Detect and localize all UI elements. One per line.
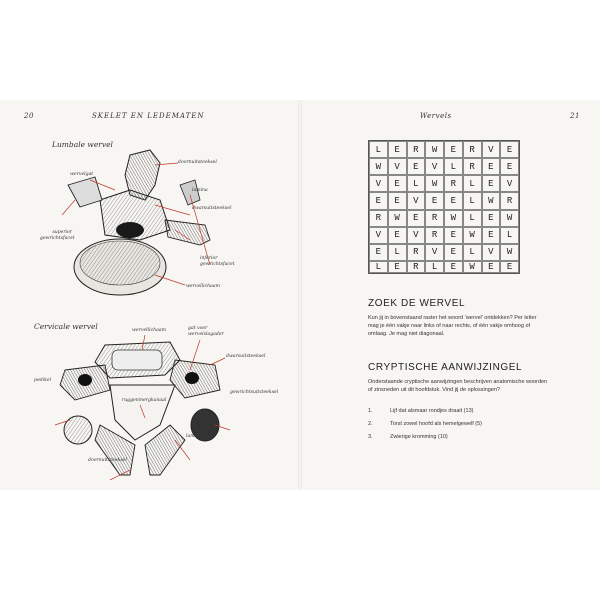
grid-cell: V — [482, 244, 501, 261]
grid-cell: W — [369, 158, 388, 175]
grid-cell: L — [388, 244, 407, 261]
grid-cell: E — [369, 192, 388, 209]
figure-title-cervical: Cervicale wervel — [34, 322, 98, 331]
grid-cell: L — [463, 175, 482, 192]
grid-cell: L — [463, 192, 482, 209]
grid-cell: V — [425, 244, 444, 261]
clue-text: Lijf dat alsmaar rondjes draait (13) — [390, 408, 474, 414]
grid-cell: R — [444, 175, 463, 192]
grid-cell: E — [482, 261, 501, 273]
cervical-vertebra-illustration — [50, 330, 240, 480]
grid-cell: W — [425, 175, 444, 192]
grid-cell: E — [369, 244, 388, 261]
grid-cell: E — [425, 192, 444, 209]
grid-cell: W — [388, 210, 407, 227]
grid-cell: R — [407, 244, 426, 261]
grid-cell: E — [388, 141, 407, 158]
book-gutter — [298, 100, 302, 490]
grid-cell: E — [482, 210, 501, 227]
grid-cell: R — [463, 141, 482, 158]
clue-item — [368, 434, 448, 440]
left-page-number: 20 — [24, 112, 34, 120]
book-spread — [0, 100, 600, 490]
grid-cell: R — [425, 227, 444, 244]
letter-grid — [368, 140, 520, 274]
label-doornuitsteeksel-cervical: doornuitsteeksel — [88, 458, 127, 463]
left-running-title: SKELET EN LEDEMATEN — [92, 112, 205, 120]
label-wervellichaam-lumbar: wervellichaam — [186, 284, 220, 289]
grid-cell: E — [407, 158, 426, 175]
grid-cell: W — [500, 210, 519, 227]
label-inferior-gewrichtsfacet: inferior gewrichtsfacet — [200, 256, 235, 267]
grid-cell: E — [500, 158, 519, 175]
clue-text: Torst zowel hoofd als hemelgewelf (5) — [390, 421, 483, 427]
grid-cell: V — [425, 158, 444, 175]
grid-cell: V — [482, 141, 501, 158]
lumbar-vertebra-illustration — [60, 145, 220, 305]
label-ruggenmergkanaal: ruggenmergkanaal — [122, 398, 167, 403]
text-zoek-de-wervel: Kun jij in bovenstaand raster het woord ‘wervel’ ontdekken? Per letter mag je één vakje naar links of naar rechts, of één vakje omhoog of omlaag. Je mag niet diagonaal. — [368, 315, 537, 337]
grid-cell: E — [482, 158, 501, 175]
grid-cell: L — [369, 261, 388, 273]
label-gat-voor-wervelslagader: gat voor wervelslagader — [188, 326, 224, 337]
grid-cell: V — [388, 158, 407, 175]
grid-cell: E — [388, 227, 407, 244]
grid-cell: V — [407, 227, 426, 244]
grid-cell: L — [425, 261, 444, 273]
grid-cell: R — [407, 141, 426, 158]
grid-cell: R — [463, 158, 482, 175]
figure-title-lumbar: Lumbale wervel — [52, 140, 113, 149]
grid-cell: E — [388, 175, 407, 192]
grid-cell: W — [463, 227, 482, 244]
clue-item — [368, 421, 482, 427]
grid-cell: E — [388, 192, 407, 209]
text-cryptische-aanwijzingel: Onderstaande cryptische aanwijzingen beschrijven anatomische woorden of zinsneden uit dit hoofdstuk. Vind jij de oplossingen? — [368, 379, 548, 393]
grid-cell: L — [369, 141, 388, 158]
grid-cell: R — [369, 210, 388, 227]
grid-cell: E — [444, 192, 463, 209]
clue-item — [368, 408, 473, 414]
label-wervelgat: wervelgat — [70, 172, 94, 177]
label-lamina-cervical: lamina — [186, 434, 202, 439]
grid-cell: E — [407, 210, 426, 227]
label-pedikel: pedikel — [34, 378, 52, 383]
grid-cell: L — [500, 227, 519, 244]
grid-cell: E — [482, 175, 501, 192]
grid-cell: V — [500, 175, 519, 192]
label-superior-gewrichtsfacet: superior gewrichtsfacet — [40, 230, 75, 241]
label-dwarsuitsteeksel-lumbar: dwarsuitsteeksel — [192, 206, 232, 211]
label-dwarsuitsteeksel-cervical: dwarsuitsteeksel — [226, 354, 266, 359]
grid-cell: E — [500, 261, 519, 273]
grid-cell: E — [444, 141, 463, 158]
label-lamina-lumbar: lamina — [192, 188, 208, 193]
clue-number: 3. — [368, 434, 373, 440]
grid-cell: V — [407, 192, 426, 209]
grid-cell: E — [444, 261, 463, 273]
grid-cell: W — [500, 244, 519, 261]
grid-cell: W — [463, 261, 482, 273]
grid-cell: R — [425, 210, 444, 227]
heading-cryptische-aanwijzingel: CRYPTISCHE AANWIJZINGEL — [368, 362, 523, 373]
right-page-number: 21 — [570, 112, 580, 120]
grid-cell: L — [407, 175, 426, 192]
grid-cell: E — [444, 227, 463, 244]
grid-cell: E — [500, 141, 519, 158]
grid-cell: L — [463, 244, 482, 261]
grid-cell: L — [463, 210, 482, 227]
grid-cell: E — [444, 244, 463, 261]
grid-cell: W — [482, 192, 501, 209]
grid-cell: R — [500, 192, 519, 209]
grid-cell: W — [425, 141, 444, 158]
grid-cell: V — [369, 227, 388, 244]
grid-cell: V — [369, 175, 388, 192]
grid-cell: R — [407, 261, 426, 273]
label-wervellichaam-cervical: wervellichaam — [132, 328, 166, 333]
clue-text: Zwierige kromming (10) — [390, 434, 448, 440]
right-running-title: Wervels — [420, 112, 452, 120]
clue-number: 2. — [368, 421, 373, 427]
clue-number: 1. — [368, 408, 373, 414]
grid-cell: E — [388, 261, 407, 273]
grid-cell: E — [482, 227, 501, 244]
label-gewrichtsuitsteeksel: gewrichtsuitsteeksel — [230, 390, 279, 395]
grid-cell: L — [444, 158, 463, 175]
grid-cell: W — [444, 210, 463, 227]
heading-zoek-de-wervel: ZOEK DE WERVEL — [368, 298, 466, 309]
label-doornuitsteeksel-lumbar: doornuitsteeksel — [178, 160, 217, 165]
